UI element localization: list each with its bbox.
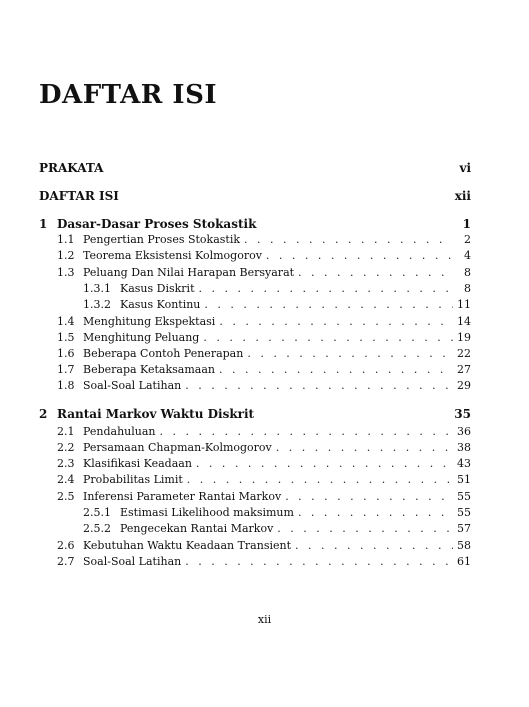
leader-dots bbox=[203, 330, 453, 346]
leader-dots bbox=[298, 505, 453, 521]
toc-entry[interactable] bbox=[39, 505, 471, 521]
leader-dots bbox=[244, 232, 453, 248]
toc-label: Pendahuluan bbox=[83, 425, 156, 438]
toc-number: 1.6 bbox=[57, 347, 75, 360]
toc-entry[interactable] bbox=[39, 489, 471, 505]
toc-number: 1 bbox=[39, 217, 48, 231]
leader-dots bbox=[185, 554, 453, 570]
toc-label: Rantai Markov Waktu Diskrit bbox=[57, 407, 255, 421]
toc-label: Menghitung Peluang bbox=[83, 331, 200, 344]
toc-label: PRAKATA bbox=[39, 161, 104, 175]
toc-entry[interactable] bbox=[39, 378, 471, 394]
toc-number: 1.5 bbox=[57, 331, 75, 344]
toc-number: 2.7 bbox=[57, 555, 75, 568]
leader-dots bbox=[295, 538, 453, 554]
toc-page-number: 36 bbox=[457, 425, 471, 438]
toc-label: Teorema Eksistensi Kolmogorov bbox=[83, 249, 262, 262]
toc-entry[interactable] bbox=[39, 440, 471, 456]
toc-entry[interactable] bbox=[39, 472, 471, 488]
toc-number: 2.5.2 bbox=[83, 522, 111, 535]
toc-page-number: 27 bbox=[457, 363, 471, 376]
toc-number: 1.2 bbox=[57, 249, 75, 262]
toc-entry[interactable] bbox=[39, 330, 471, 346]
toc-page-number: 2 bbox=[464, 233, 471, 246]
toc-label: Pengertian Proses Stokastik bbox=[83, 233, 241, 246]
toc-number: 1.7 bbox=[57, 363, 75, 376]
toc-page-number: 29 bbox=[457, 379, 471, 392]
toc-entry[interactable] bbox=[39, 424, 471, 440]
toc-page-number: 58 bbox=[457, 539, 471, 552]
toc-page-number: xii bbox=[454, 189, 471, 203]
toc-label: Menghitung Ekspektasi bbox=[83, 315, 216, 328]
leader-dots bbox=[219, 362, 453, 378]
toc-label: Estimasi Likelihood maksimum bbox=[120, 506, 294, 519]
toc-page-number: 11 bbox=[457, 298, 471, 311]
leader-dots bbox=[160, 424, 453, 440]
toc-page-number: 8 bbox=[464, 266, 471, 279]
toc-number: 2.6 bbox=[57, 539, 75, 552]
toc-number: 1.3.1 bbox=[83, 282, 111, 295]
toc-label: Dasar-Dasar Proses Stokastik bbox=[57, 217, 257, 231]
toc-number: 1.8 bbox=[57, 379, 75, 392]
leader-dots bbox=[185, 378, 453, 394]
toc-label: Pengecekan Rantai Markov bbox=[120, 522, 274, 535]
page-title: DAFTAR ISI bbox=[39, 80, 218, 110]
leader-dots bbox=[187, 472, 453, 488]
toc-page-number: 1 bbox=[462, 217, 471, 231]
toc-label: Soal-Soal Latihan bbox=[83, 379, 182, 392]
toc-entry[interactable] bbox=[39, 314, 471, 330]
toc-label: Peluang Dan Nilai Harapan Bersyarat bbox=[83, 266, 295, 279]
toc-label: Kebutuhan Waktu Keadaan Transient bbox=[83, 539, 292, 552]
toc-entry[interactable] bbox=[39, 362, 471, 378]
leader-dots bbox=[277, 521, 453, 537]
toc-number: 1.3 bbox=[57, 266, 75, 279]
toc-number: 2.3 bbox=[57, 457, 75, 470]
toc-number: 1.1 bbox=[57, 233, 75, 246]
leader-dots bbox=[298, 265, 453, 281]
leader-dots bbox=[196, 456, 453, 472]
toc-number: 2 bbox=[39, 407, 48, 421]
toc-page-number: 51 bbox=[457, 473, 471, 486]
page-number-footer: xii bbox=[257, 613, 272, 626]
toc-page-number: 38 bbox=[457, 441, 471, 454]
toc-number: 2.4 bbox=[57, 473, 75, 486]
toc-chapter-1[interactable] bbox=[39, 216, 471, 232]
toc-label: Beberapa Contoh Penerapan bbox=[83, 347, 244, 360]
toc-page-number: 22 bbox=[457, 347, 471, 360]
toc-page-number: 19 bbox=[457, 331, 471, 344]
toc-page-number: 55 bbox=[457, 506, 471, 519]
toc-entry[interactable] bbox=[39, 265, 471, 281]
toc-entry[interactable] bbox=[39, 232, 471, 248]
table-of-contents bbox=[39, 0, 471, 600]
toc-page-number: 61 bbox=[457, 555, 471, 568]
toc-number: 2.1 bbox=[57, 425, 75, 438]
toc-page-number: 43 bbox=[457, 457, 471, 470]
leader-dots bbox=[285, 489, 453, 505]
toc-label: Inferensi Parameter Rantai Markov bbox=[83, 490, 282, 503]
toc-page-number: 55 bbox=[457, 490, 471, 503]
toc-entry-prakata[interactable] bbox=[39, 160, 471, 176]
toc-entry[interactable] bbox=[39, 248, 471, 264]
toc-label: Klasifikasi Keadaan bbox=[83, 457, 192, 470]
toc-label: Beberapa Ketaksamaan bbox=[83, 363, 215, 376]
toc-entry[interactable] bbox=[39, 538, 471, 554]
toc-entry[interactable] bbox=[39, 346, 471, 362]
toc-number: 2.2 bbox=[57, 441, 75, 454]
toc-number: 1.4 bbox=[57, 315, 75, 328]
toc-page-number: 57 bbox=[457, 522, 471, 535]
toc-entry[interactable] bbox=[39, 521, 471, 537]
toc-page-number: vi bbox=[459, 161, 471, 175]
toc-number: 2.5 bbox=[57, 490, 75, 503]
toc-chapter-2[interactable] bbox=[39, 406, 471, 422]
toc-label: Kasus Kontinu bbox=[120, 298, 201, 311]
leader-dots bbox=[219, 314, 453, 330]
leader-dots bbox=[266, 248, 453, 264]
toc-entry[interactable] bbox=[39, 297, 471, 313]
toc-entry[interactable] bbox=[39, 456, 471, 472]
toc-entry-daftar-isi[interactable] bbox=[39, 188, 471, 204]
toc-label: Probabilitas Limit bbox=[83, 473, 183, 486]
toc-entry[interactable] bbox=[39, 281, 471, 297]
leader-dots bbox=[247, 346, 453, 362]
toc-page-number: 35 bbox=[454, 407, 471, 421]
leader-dots bbox=[204, 297, 453, 313]
toc-label: Persamaan Chapman-Kolmogorov bbox=[83, 441, 272, 454]
toc-entry[interactable] bbox=[39, 554, 471, 570]
toc-page-number: 8 bbox=[464, 282, 471, 295]
leader-dots bbox=[199, 281, 454, 297]
toc-label: Soal-Soal Latihan bbox=[83, 555, 182, 568]
toc-number: 2.5.1 bbox=[83, 506, 111, 519]
toc-page-number: 4 bbox=[464, 249, 471, 262]
toc-number: 1.3.2 bbox=[83, 298, 111, 311]
toc-label: DAFTAR ISI bbox=[39, 189, 119, 203]
toc-page-number: 14 bbox=[457, 315, 471, 328]
toc-label: Kasus Diskrit bbox=[120, 282, 195, 295]
leader-dots bbox=[276, 440, 453, 456]
